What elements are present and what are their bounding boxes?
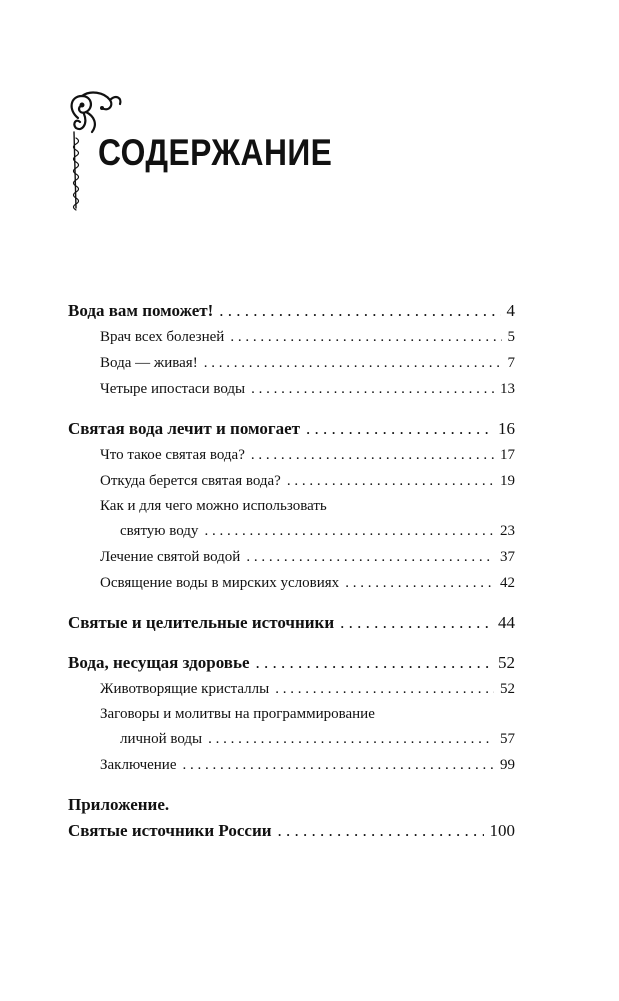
toc-section xyxy=(68,298,515,402)
toc-section xyxy=(68,610,515,636)
dot-leader xyxy=(275,676,494,702)
dot-leader xyxy=(345,570,494,596)
toc-page-number: 5 xyxy=(507,329,515,345)
toc-page-number: 7 xyxy=(507,355,515,371)
toc-entry-title: Святые и целительные источники xyxy=(68,613,335,632)
toc-section xyxy=(68,792,515,844)
toc-entry-title: Откуда берется святая вода? xyxy=(100,473,281,489)
toc-page-number: 52 xyxy=(498,653,515,672)
toc-entry-main[interactable] xyxy=(68,650,515,676)
toc-entry-title: Вода вам поможет! xyxy=(68,301,214,320)
dot-leader xyxy=(287,468,494,494)
dot-leader xyxy=(306,416,492,442)
toc-page-number: 52 xyxy=(500,681,515,697)
toc-entry-title: Что такое святая вода? xyxy=(100,447,245,463)
toc-page-number: 99 xyxy=(500,757,515,773)
dot-leader xyxy=(256,650,493,676)
toc-entry-title: Заключение xyxy=(100,757,177,773)
toc-page-number: 16 xyxy=(498,419,515,438)
toc-section xyxy=(68,416,515,596)
toc-page-number: 13 xyxy=(500,381,515,397)
dot-leader xyxy=(340,610,492,636)
toc-entry-sub[interactable] xyxy=(68,518,515,544)
toc-entry-title: личной воды xyxy=(120,731,203,747)
dot-leader xyxy=(204,350,502,376)
dot-leader xyxy=(204,518,494,544)
toc-entry-main[interactable] xyxy=(68,298,515,324)
toc-entry-sub[interactable] xyxy=(68,376,515,402)
dot-leader xyxy=(251,442,494,468)
toc-entry-title: Святые источники России xyxy=(68,821,272,840)
toc-page-number: 23 xyxy=(500,523,515,539)
toc-entry-main[interactable] xyxy=(68,416,515,442)
toc-entry-title: Освящение воды в мирских условиях xyxy=(100,575,340,591)
toc-page-number: 4 xyxy=(506,301,515,320)
table-of-contents xyxy=(68,298,515,858)
toc-entry-sub[interactable] xyxy=(68,570,515,596)
toc-entry-title: Святая вода лечит и помогает xyxy=(68,419,300,438)
dot-leader xyxy=(208,726,494,752)
toc-entry-title: Врач всех болезней xyxy=(100,329,225,345)
toc-entry-title: Четыре ипостаси воды xyxy=(100,381,246,397)
toc-entry-title: святую воду xyxy=(120,523,199,539)
dot-leader xyxy=(251,376,494,402)
toc-entry-sub[interactable] xyxy=(68,324,515,350)
toc-entry-sub[interactable] xyxy=(68,468,515,494)
toc-entry-title: Вода — живая! xyxy=(100,355,198,371)
toc-entry-sub[interactable] xyxy=(68,752,515,778)
toc-entry-title: Вода, несущая здоровье xyxy=(68,653,250,672)
dot-leader xyxy=(246,544,494,570)
toc-entry-title-line1: Как и для чего можно использовать xyxy=(100,498,327,514)
toc-entry-title: Животворящие кристаллы xyxy=(100,681,270,697)
toc-page-number: 19 xyxy=(500,473,515,489)
dot-leader xyxy=(278,818,484,844)
toc-entry-sub[interactable] xyxy=(68,726,515,752)
toc-entry-sub[interactable] xyxy=(68,442,515,468)
toc-entry-sub[interactable] xyxy=(68,350,515,376)
toc-page-number: 37 xyxy=(500,549,515,565)
toc-entry-sub[interactable] xyxy=(68,544,515,570)
toc-entry-main[interactable] xyxy=(68,818,515,844)
toc-section xyxy=(68,650,515,778)
toc-page-number: 42 xyxy=(500,575,515,591)
dot-leader xyxy=(219,298,500,324)
toc-page-number: 44 xyxy=(498,613,515,632)
toc-page-number: 57 xyxy=(500,731,515,747)
dot-leader xyxy=(183,752,495,778)
toc-entry-title: Лечение святой водой xyxy=(100,549,241,565)
toc-entry-main[interactable] xyxy=(68,610,515,636)
dot-leader xyxy=(230,324,501,350)
toc-entry-title-line1: Приложение. xyxy=(68,795,170,814)
toc-entry-sub[interactable] xyxy=(68,676,515,702)
toc-page-number: 100 xyxy=(489,821,515,840)
toc-entry-title-line1: Заговоры и молитвы на программирование xyxy=(100,706,375,722)
toc-page-number: 17 xyxy=(500,447,515,463)
page-title: СОДЕРЖАНИЕ xyxy=(98,132,333,173)
